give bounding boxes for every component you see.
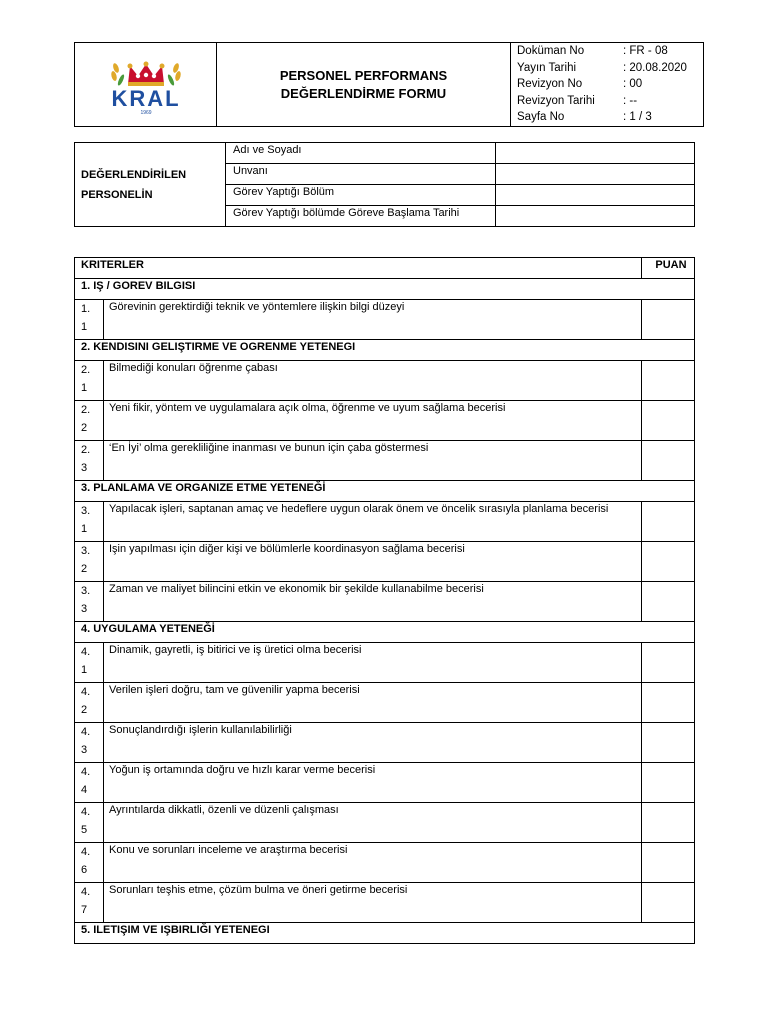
logo-text: KRAL <box>110 85 181 111</box>
criterion-number <box>75 803 104 843</box>
criterion-number-main: 4. <box>81 686 91 698</box>
criterion-number-sub: 3 <box>81 603 88 615</box>
score-cell[interactable] <box>642 361 695 401</box>
meta-key: Revizyon Tarihi <box>517 94 595 107</box>
meta-value: : FR - 08 <box>623 45 668 57</box>
criterion-number <box>75 361 104 401</box>
criterion-number-main: 4. <box>81 806 91 818</box>
meta-row <box>517 60 703 77</box>
meta-key: Sayfa No <box>517 111 565 123</box>
form-title <box>217 43 511 127</box>
logo-year: 1969 <box>139 109 152 116</box>
meta-key: Doküman No <box>517 45 585 57</box>
criterion-number-main: 4. <box>81 846 91 858</box>
criterion-number <box>75 843 104 883</box>
criterion-row <box>75 803 695 843</box>
score-column-header: PUAN <box>642 258 695 279</box>
field-value-department[interactable] <box>496 185 695 206</box>
meta-row <box>517 109 703 126</box>
criterion-number-main: 4. <box>81 726 91 738</box>
score-cell[interactable] <box>642 441 695 481</box>
criterion-number-main: 4. <box>81 766 91 778</box>
criterion-number <box>75 300 104 340</box>
score-cell[interactable] <box>642 502 695 542</box>
criterion-number <box>75 542 104 582</box>
criterion-number-main: 3. <box>81 505 91 517</box>
criterion-text: Yapılacak işleri, saptanan amaç ve hedeflere uygun olarak önem ve öncelik sırasıyla planlama becerisi <box>104 502 642 542</box>
criteria-table <box>74 257 695 944</box>
section-title: 3. PLANLAMA VE ORGANIZE ETME YETENEĞİ <box>75 481 695 502</box>
score-cell[interactable] <box>642 401 695 441</box>
criterion-text: Sorunları teşhis etme, çözüm bulma ve öneri getirme becerisi <box>104 883 642 923</box>
criterion-number-sub: 1 <box>81 382 88 394</box>
criterion-number <box>75 723 104 763</box>
score-cell[interactable] <box>642 843 695 883</box>
criterion-number <box>75 582 104 622</box>
section-row <box>75 622 695 643</box>
criterion-number-main: 1. <box>81 303 91 315</box>
field-label-start-date: Görev Yaptığı bölümde Göreve Başlama Tarihi <box>226 206 496 227</box>
personnel-label <box>75 143 226 227</box>
criterion-text: Işin yapılması için diğer kişi ve bölümlerle koordinasyon sağlama becerisi <box>104 542 642 582</box>
section-title: 2. KENDISINI GELIŞTIRME VE OGRENME YETENEGI <box>75 340 695 361</box>
criterion-number-sub: 7 <box>81 904 88 916</box>
criterion-number <box>75 502 104 542</box>
score-cell[interactable] <box>642 763 695 803</box>
criterion-row <box>75 643 695 683</box>
meta-value: : -- <box>623 94 638 107</box>
section-title: 1. IŞ / GOREV BILGISI <box>75 279 695 300</box>
criterion-number <box>75 441 104 481</box>
criterion-text: ‘En İyi’ olma gerekliliğine inanması ve bunun için çaba göstermesi <box>104 441 642 481</box>
criterion-text: Dinamik, gayretli, iş bitirici ve iş üretici olma becerisi <box>104 643 642 683</box>
criterion-text: Konu ve sorunları inceleme ve araştırma becerisi <box>104 843 642 883</box>
criterion-text: Verilen işleri doğru, tam ve güvenilir yapma becerisi <box>104 683 642 723</box>
score-cell[interactable] <box>642 683 695 723</box>
criterion-number-main: 3. <box>81 585 91 597</box>
section-title: 4. UYGULAMA YETENEĞİ <box>75 622 695 643</box>
meta-row <box>517 43 703 60</box>
criterion-row <box>75 723 695 763</box>
field-value-start-date[interactable] <box>496 206 695 227</box>
criterion-text: Yoğun iş ortamında doğru ve hızlı karar verme becerisi <box>104 763 642 803</box>
criterion-number-sub: 1 <box>81 523 88 535</box>
criterion-text: Bilmediği konuları öğrenme çabası <box>104 361 642 401</box>
field-value-title[interactable] <box>496 164 695 185</box>
section-row <box>75 923 695 944</box>
score-cell[interactable] <box>642 803 695 843</box>
document-meta <box>511 43 704 127</box>
meta-key: Revizyon No <box>517 78 583 90</box>
meta-row <box>517 76 703 93</box>
section-title: 5. ILETIŞIM VE IŞBIRLIĞI YETENEGI <box>75 923 695 944</box>
criterion-row <box>75 441 695 481</box>
criterion-number-sub: 4 <box>81 784 88 796</box>
criterion-row <box>75 763 695 803</box>
field-value-name[interactable] <box>496 143 695 164</box>
meta-row <box>517 93 703 110</box>
title-line-1: PERSONEL PERFORMANS <box>279 67 448 83</box>
meta-value: : 1 / 3 <box>623 111 652 123</box>
criterion-row <box>75 683 695 723</box>
criterion-number-main: 2. <box>81 404 91 416</box>
criterion-row <box>75 502 695 542</box>
criteria-column-header: KRITERLER <box>75 258 642 279</box>
criterion-number-main: 2. <box>81 364 91 376</box>
meta-value: : 00 <box>623 78 643 90</box>
criterion-row <box>75 883 695 923</box>
meta-key: Yayın Tarihi <box>517 61 577 74</box>
criterion-number-main: 4. <box>81 886 91 898</box>
criterion-number <box>75 643 104 683</box>
score-cell[interactable] <box>642 723 695 763</box>
criterion-text: Görevinin gerektirdiği teknik ve yöntemlere ilişkin bilgi düzeyi <box>104 300 642 340</box>
criterion-number-sub: 2 <box>81 422 88 434</box>
criterion-number <box>75 883 104 923</box>
criterion-number <box>75 683 104 723</box>
criterion-row <box>75 542 695 582</box>
score-cell[interactable] <box>642 300 695 340</box>
score-cell[interactable] <box>642 643 695 683</box>
crown-icon <box>127 61 164 86</box>
criterion-number-sub: 1 <box>81 664 88 676</box>
section-row <box>75 279 695 300</box>
kral-logo <box>94 54 198 116</box>
criterion-number-sub: 3 <box>81 462 88 474</box>
criterion-text: Ayrıntılarda dikkatli, özenli ve düzenli çalışması <box>104 803 642 843</box>
criterion-text: Sonuçlandırdığı işlerin kullanılabilirliği <box>104 723 642 763</box>
criterion-row <box>75 582 695 622</box>
criterion-row <box>75 843 695 883</box>
meta-value: : 20.08.2020 <box>623 61 687 74</box>
criterion-number-sub: 1 <box>81 321 88 333</box>
logo-cell <box>75 43 217 127</box>
criterion-number-sub: 3 <box>81 744 88 756</box>
section-row <box>75 340 695 361</box>
section-row <box>75 481 695 502</box>
field-label-name: Adı ve Soyadı <box>226 143 496 164</box>
criterion-number-sub: 2 <box>81 704 88 716</box>
document-header <box>74 42 704 127</box>
criterion-number-main: 2. <box>81 444 91 456</box>
criteria-header-row <box>75 258 695 279</box>
criterion-number-main: 4. <box>81 646 91 658</box>
criterion-number-sub: 6 <box>81 864 88 876</box>
personnel-table <box>74 142 695 227</box>
criterion-number <box>75 401 104 441</box>
personnel-label-line-2: PERSONELİN <box>81 188 153 201</box>
field-label-title: Unvanı <box>226 164 496 185</box>
criterion-number-sub: 2 <box>81 563 88 575</box>
score-cell[interactable] <box>642 582 695 622</box>
score-cell[interactable] <box>642 542 695 582</box>
title-line-2: DEĞERLENDİRME FORMU <box>280 85 447 101</box>
personnel-label-line-1: DEĞERLENDİRİLEN <box>81 168 187 181</box>
criterion-text: Zaman ve maliyet bilincini etkin ve ekonomik bir şekilde kullanabilme becerisi <box>104 582 642 622</box>
criterion-number-main: 3. <box>81 545 91 557</box>
criterion-number <box>75 763 104 803</box>
score-cell[interactable] <box>642 883 695 923</box>
criterion-number-sub: 5 <box>81 824 88 836</box>
criterion-row <box>75 401 695 441</box>
field-label-department: Görev Yaptığı Bölüm <box>226 185 496 206</box>
criterion-text: Yeni fikir, yöntem ve uygulamalara açık olma, öğrenme ve uyum sağlama becerisi <box>104 401 642 441</box>
criterion-row <box>75 361 695 401</box>
criterion-row <box>75 300 695 340</box>
